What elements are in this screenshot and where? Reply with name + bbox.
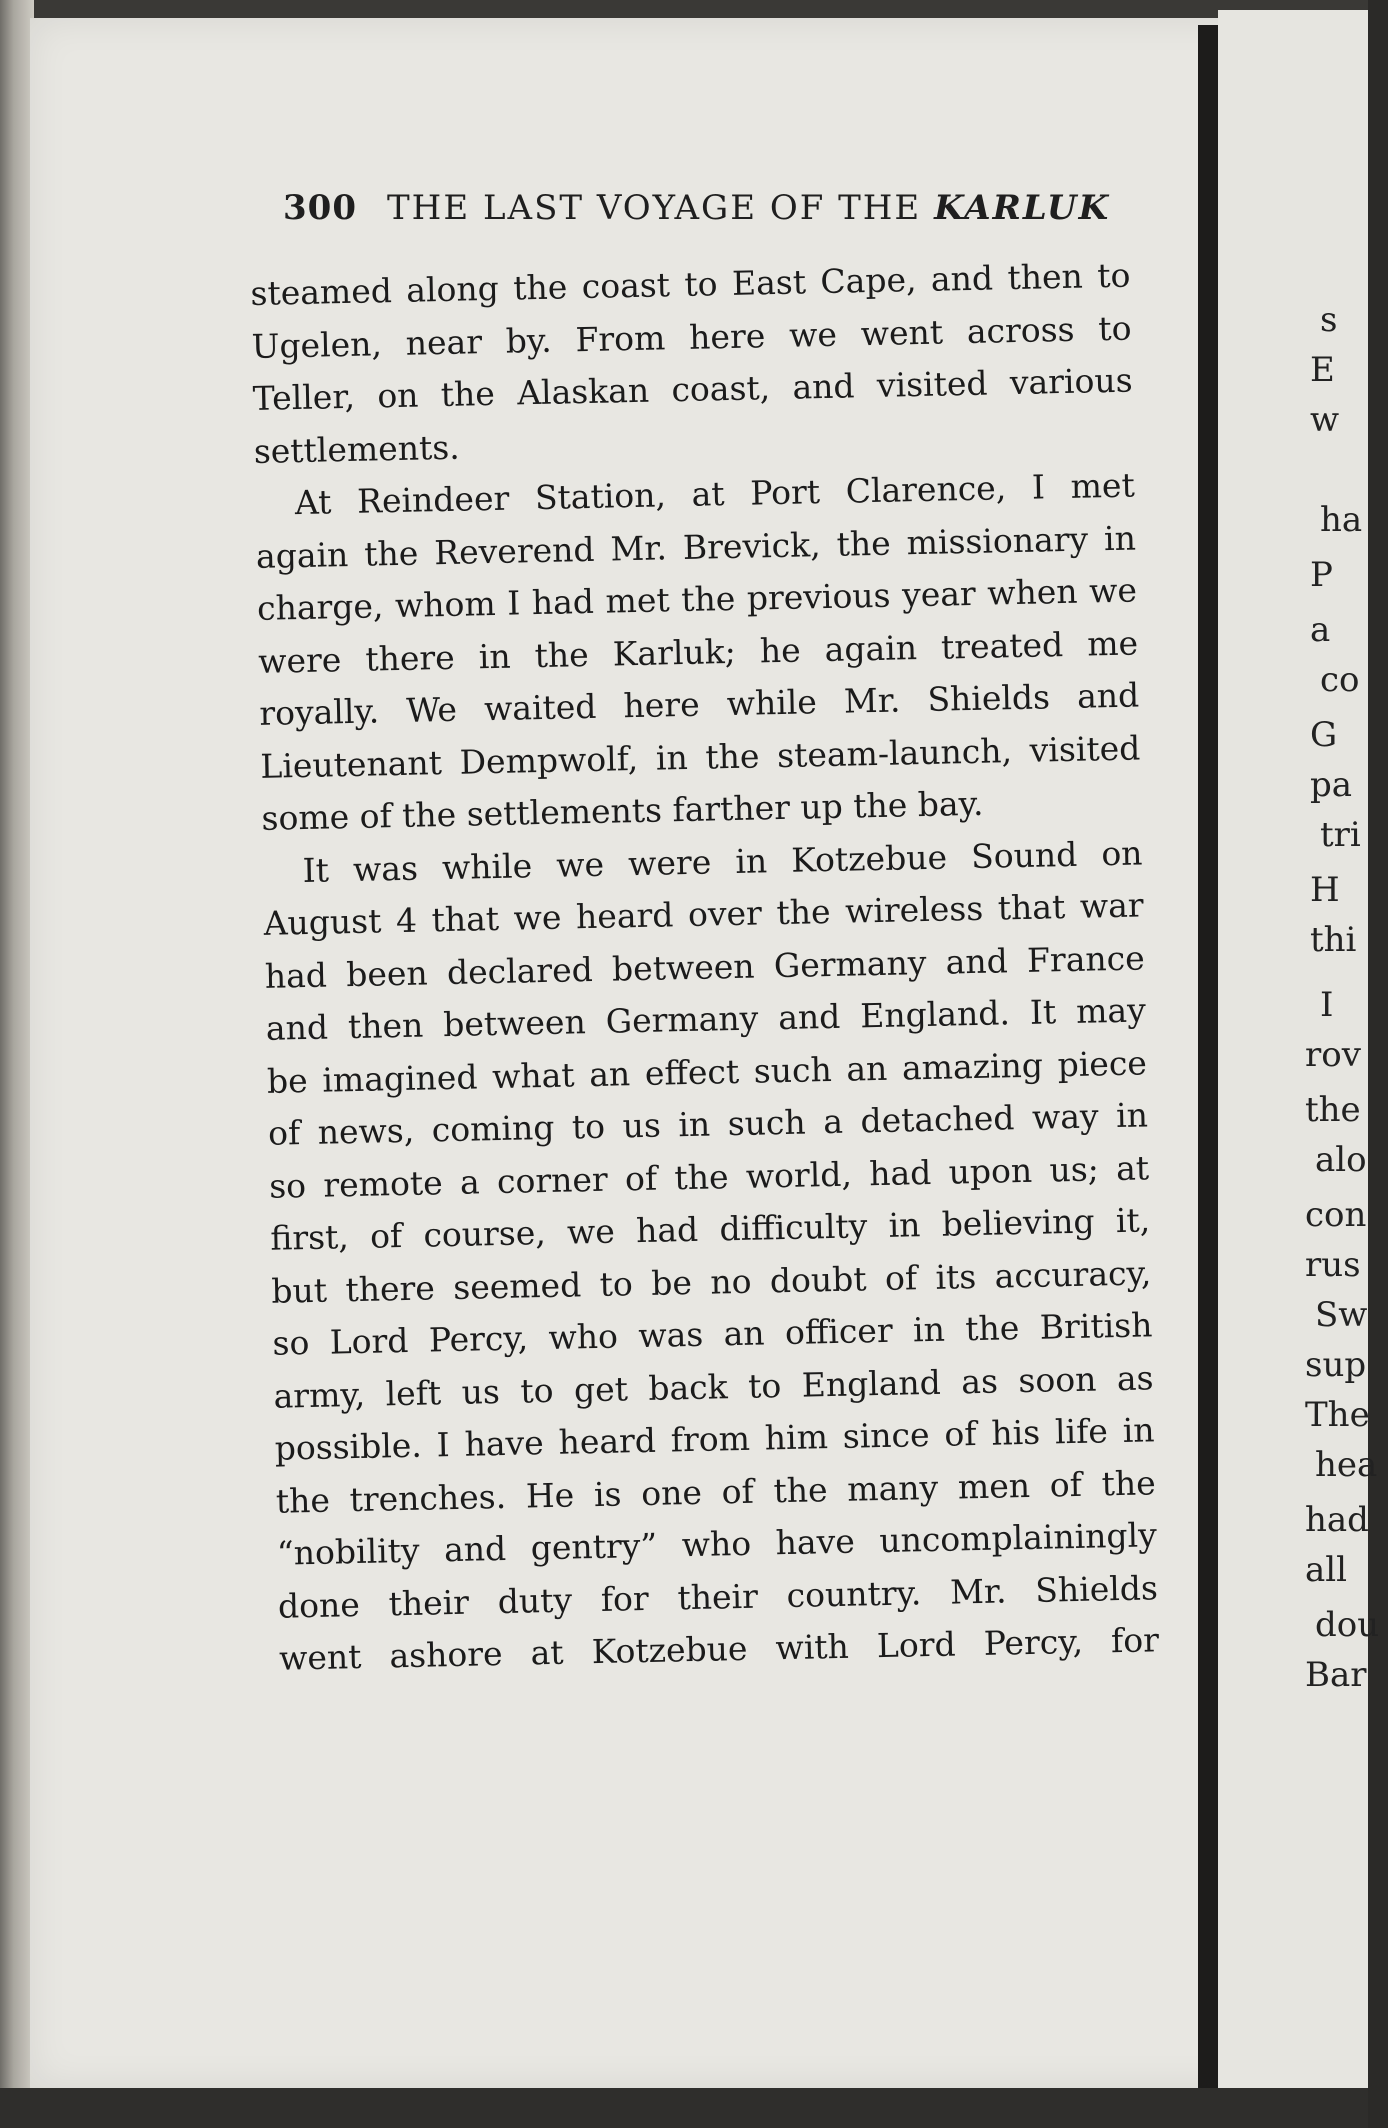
text-line: went ashore at Kotzebue with Lord Percy, for [278,1620,1160,1678]
paragraph [250,250,1134,478]
facing-page-fragment: dou [1315,1605,1380,1645]
text-line: Ugelen, near by. From here we went across to [251,308,1132,366]
text-line: done their duty for their country. Mr. Shields [277,1567,1159,1626]
text-line: first, of course, we had difficulty in believing it, [269,1200,1151,1258]
text-line: steamed along the coast to East Cape, and then to [250,255,1131,313]
facing-page-fragment: E [1310,350,1335,390]
facing-page-fragment: The [1305,1395,1370,1435]
text-line: royally. We waited here while Mr. Shields and [258,675,1140,733]
facing-page-fragment: Sw [1315,1295,1368,1335]
text-line: At Reindeer Station, at Port Clarence, I met [294,465,1136,523]
facing-page-fragment: pa [1310,765,1353,805]
text-line: August 4 that we heard over the wireless that war [263,885,1144,943]
text-line: settlements. [253,427,461,471]
facing-page-fragment: had [1305,1500,1369,1540]
facing-page-fragment: I [1320,985,1334,1025]
facing-page-fragment: hea [1315,1445,1378,1485]
facing-page-fragment: rus [1305,1245,1361,1285]
text-line: and then between Germany and England. It may [265,990,1147,1048]
previous-page-edge [0,0,34,2128]
text-line: It was while we were in Kotzebue Sound on [302,832,1143,890]
facing-page-fragment: a [1310,610,1331,650]
text-line: charge, whom I had met the previous year when we [256,570,1138,628]
text-line: “nobility and gentry” who have uncomplainingly [276,1515,1158,1573]
paragraph [254,460,1142,846]
facing-page-fragment: alo [1315,1140,1367,1180]
running-title-text: THE LAST VOYAGE OF THE [386,188,922,228]
facing-page-fragment: G [1310,715,1338,755]
scan-bottom-edge [0,2088,1368,2128]
text-line: Lieutenant Dempwolf, in the steam-launch, visited [260,727,1141,786]
text-line: some of the settlements farther up the bay. [261,783,984,838]
text-line: so remote a corner of the world, had upon us; at [268,1147,1150,1206]
facing-page-fragment: s [1320,300,1338,340]
text-line: had been declared between Germany and France [264,937,1146,996]
text-line: Teller, on the Alaskan coast, and visited various [252,360,1133,418]
page-number: 300 [283,188,357,228]
running-head [283,188,1143,228]
facing-page-fragment: w [1310,400,1340,440]
text-line: but there seemed to be no doubt of its accuracy, [271,1252,1152,1311]
text-line: be imagined what an effect such an amazing piece [266,1042,1148,1101]
facing-page-fragment: Bar [1305,1655,1367,1695]
text-line: the trenches. He is one of the many men of the [275,1462,1157,1521]
book-gutter [1198,25,1218,2090]
facing-page-fragment: con [1305,1195,1367,1235]
paragraph [262,827,1159,1685]
text-line: again the Reverend Mr. Brevick, the missionary in [255,518,1137,576]
text-line: of news, coming to us in such a detached way in [267,1095,1149,1153]
facing-page-fragment: thi [1310,920,1357,960]
text-line: army, left us to get back to England as soon as [273,1357,1154,1416]
facing-page-fragment: H [1310,870,1340,910]
facing-page-fragment: ha [1320,500,1363,540]
facing-page-fragment: co [1320,660,1360,700]
text-line: so Lord Percy, who was an officer in the British [272,1305,1153,1363]
facing-page-fragment: rov [1305,1035,1361,1075]
text-line: were there in the Karluk; he again treated me [257,622,1139,681]
running-title [387,188,1110,228]
facing-page-fragment: tri [1320,815,1361,855]
facing-page-fragment: the [1305,1090,1361,1130]
text-line: possible. I have heard from him since of his life in [274,1410,1155,1468]
facing-page-fragment: all [1305,1550,1348,1590]
facing-page-fragment: sup [1305,1345,1367,1385]
running-title-ship: KARLUK [934,188,1111,228]
body-text [250,250,1159,1686]
facing-page-fragment: P [1310,555,1333,595]
